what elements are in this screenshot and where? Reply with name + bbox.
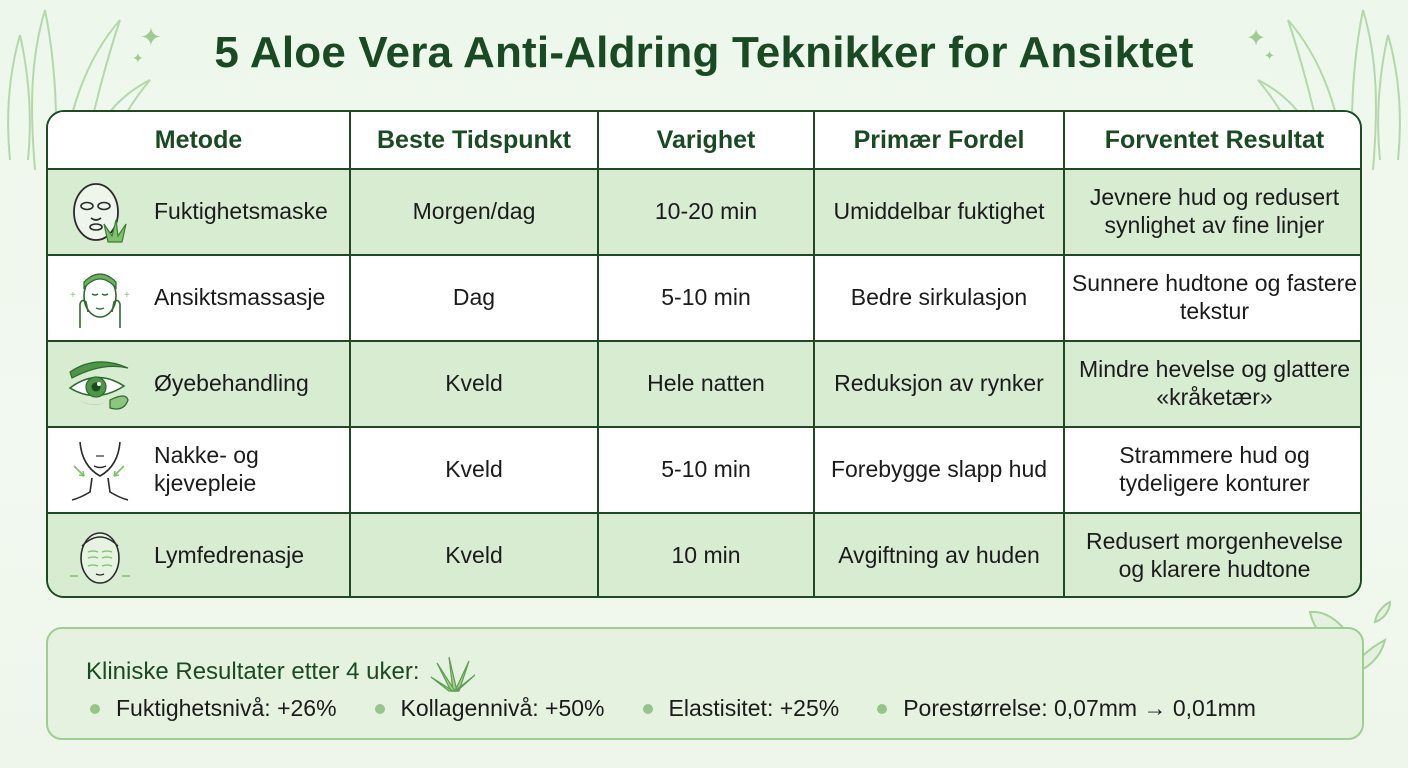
clinical-results-list <box>90 695 1294 722</box>
aloe-plant-icon <box>429 651 477 693</box>
method-cell <box>48 513 350 598</box>
result-text: Porestørrelse: 0,07mm → 0,01mm <box>903 695 1256 721</box>
bullet-icon <box>877 704 887 714</box>
result-item <box>375 695 605 722</box>
table-row <box>48 169 1362 255</box>
column-header-best-time: Beste Tidspunkt <box>350 112 598 169</box>
column-header-duration: Varighet <box>598 112 814 169</box>
clinical-results-panel <box>46 627 1364 740</box>
lymph-drainage-icon <box>66 522 134 590</box>
method-cell <box>48 341 350 427</box>
svg-text:+: + <box>124 290 130 301</box>
method-name: Nakke- og kjevepleie <box>154 442 259 496</box>
primary-benefit-cell: Umiddelbar fuktighet <box>814 169 1064 255</box>
eye-treatment-icon <box>66 350 134 418</box>
primary-benefit-cell: Forebygge slapp hud <box>814 427 1064 513</box>
svg-text:+: + <box>70 290 76 301</box>
method-name: Ansiktsmassasje <box>154 284 326 311</box>
result-text: Kollagennivå: +50% <box>400 695 605 721</box>
techniques-table <box>46 110 1362 598</box>
sparkle-icon: ✦ <box>1264 48 1275 63</box>
expected-result-cell: Jevnere hud og redusert synlighet av fine linjer <box>1064 169 1362 255</box>
best-time-cell: Kveld <box>350 427 598 513</box>
clinical-results-heading <box>86 651 477 693</box>
table-row <box>48 255 1362 341</box>
face-massage-icon <box>66 264 134 332</box>
column-header-primary-benefit: Primær Fordel <box>814 112 1064 169</box>
clinical-results-title: Kliniske Resultater etter 4 uker: <box>86 658 420 685</box>
sparkle-icon: ✦ <box>140 22 162 52</box>
table-row <box>48 513 1362 598</box>
primary-benefit-cell: Reduksjon av rynker <box>814 341 1064 427</box>
sparkle-icon: ✦ <box>1246 25 1267 52</box>
neck-jaw-icon <box>66 436 134 504</box>
table-row <box>48 427 1362 513</box>
result-text: Elastisitet: +25% <box>668 695 840 721</box>
bullet-icon <box>90 704 100 714</box>
result-item <box>90 695 337 722</box>
method-name: Fuktighetsmaske <box>154 198 328 225</box>
duration-cell: 10 min <box>598 513 814 598</box>
best-time-cell: Kveld <box>350 341 598 427</box>
column-header-expected-result: Forventet Resultat <box>1064 112 1362 169</box>
result-text: Fuktighetsnivå: +26% <box>116 695 337 721</box>
duration-cell: 5-10 min <box>598 255 814 341</box>
primary-benefit-cell: Bedre sirkulasjon <box>814 255 1064 341</box>
result-item <box>877 695 1256 722</box>
bullet-icon <box>375 704 385 714</box>
table-row <box>48 341 1362 427</box>
best-time-cell: Morgen/dag <box>350 169 598 255</box>
sheet-mask-icon <box>66 178 134 246</box>
result-item <box>643 695 840 722</box>
expected-result-cell: Strammere hud og tydeligere konturer <box>1064 427 1362 513</box>
method-cell <box>48 169 350 255</box>
page-title: 5 Aloe Vera Anti-Aldring Teknikker for Ansiktet <box>214 28 1194 77</box>
duration-cell: 5-10 min <box>598 427 814 513</box>
column-header-method: Metode <box>48 112 350 169</box>
expected-result-cell: Mindre hevelse og glattere «kråketær» <box>1064 341 1362 427</box>
best-time-cell: Kveld <box>350 513 598 598</box>
table-header-row <box>48 112 1362 169</box>
bullet-icon <box>643 704 653 714</box>
method-cell <box>48 427 350 513</box>
method-cell <box>48 255 350 341</box>
expected-result-cell: Sunnere hudtone og fastere tekstur <box>1064 255 1362 341</box>
sparkle-icon: ✦ <box>132 50 144 66</box>
method-name: Øyebehandling <box>154 370 309 397</box>
primary-benefit-cell: Avgiftning av huden <box>814 513 1064 598</box>
method-name: Lymfedrenasje <box>154 542 305 569</box>
best-time-cell: Dag <box>350 255 598 341</box>
duration-cell: 10-20 min <box>598 169 814 255</box>
expected-result-cell: Redusert morgenhevelse og klarere hudtone <box>1064 513 1362 598</box>
duration-cell: Hele natten <box>598 341 814 427</box>
